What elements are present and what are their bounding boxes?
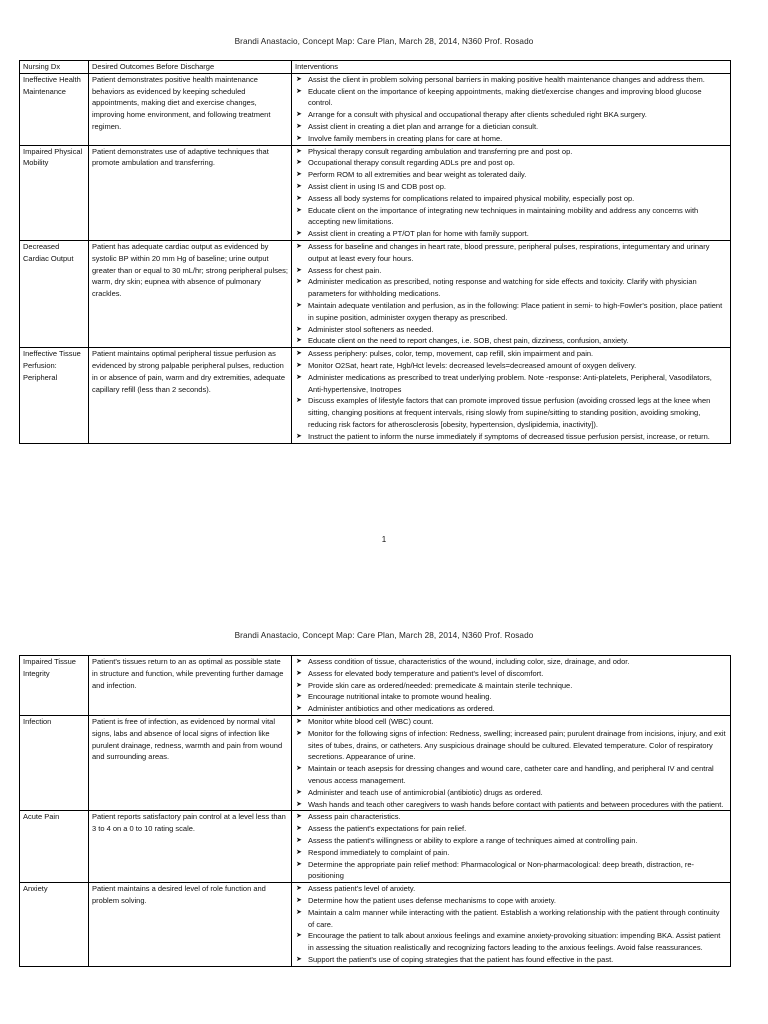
intervention-item: ➤ Monitor O2Sat, heart rate, Hgb/Hct levels: decreased levels=decreased amount of oxygen delivery.: [295, 360, 727, 372]
intervention-item: ➤ Educate client on the importance of keeping appointments, making diet/exercise changes and improving blood glucose control.: [295, 86, 727, 110]
desired-outcome-cell: Patient is free of infection, as evidenced by normal vital signs, labs and absence of local signs of infection like purulent drainage, redness, warmth and pain from wound and surrounding areas.: [89, 715, 292, 810]
intervention-item: ➤ Assist client in creating a diet plan and arrange for a dietician consult.: [295, 121, 727, 133]
intervention-item: ➤ Assess for chest pain.: [295, 265, 727, 277]
desired-outcome-cell: Patient maintains a desired level of role function and problem solving.: [89, 883, 292, 967]
intervention-item: ➤ Assist client in creating a PT/OT plan for home with family support.: [295, 228, 727, 240]
desired-outcome-cell: Patient maintains optimal peripheral tissue perfusion as evidenced by strong palpable peripheral pulses, reduction in or absence of pain, warm and dry extremities, adequate capillary refill (less than 2 seconds).: [89, 348, 292, 443]
intervention-item: ➤ Assess pain characteristics.: [295, 811, 727, 823]
interventions-list: [295, 348, 727, 442]
nursing-dx-cell: Infection: [20, 715, 89, 810]
intervention-item: ➤ Determine how the patient uses defense mechanisms to cope with anxiety.: [295, 895, 727, 907]
interventions-cell: [292, 348, 731, 443]
table-row: [20, 656, 731, 716]
intervention-item: ➤ Assist client in using IS and CDB post op.: [295, 181, 727, 193]
intervention-item: ➤ Perform ROM to all extremities and bear weight as tolerated daily.: [295, 169, 727, 181]
table-header-row: [20, 61, 731, 74]
interventions-cell: [292, 656, 731, 716]
desired-outcome-cell: Patient has adequate cardiac output as evidenced by systolic BP within 20 mm Hg of baseline; urine output greater than or equal to 30 mL/hr; strong peripheral pulses; warm, dry skin; eupnea with absence of pulmonary crackles.: [89, 240, 292, 347]
interventions-list: [295, 146, 727, 240]
intervention-item: ➤ Wash hands and teach other caregivers to wash hands before contact with patients and between procedures with the patient.: [295, 799, 727, 811]
intervention-item: ➤ Occupational therapy consult regarding ADLs pre and post op.: [295, 157, 727, 169]
intervention-item: ➤ Arrange for a consult with physical and occupational therapy after clients scheduled right BKA surgery.: [295, 109, 727, 121]
intervention-item: ➤ Assess for baseline and changes in heart rate, blood pressure, peripheral pulses, respirations, integumentary and urinary output at least every four hours.: [295, 241, 727, 265]
nursing-dx-cell: Ineffective Health Maintenance: [20, 73, 89, 145]
nursing-dx-cell: Anxiety: [20, 883, 89, 967]
intervention-item: ➤ Administer antibiotics and other medications as ordered.: [295, 703, 727, 715]
intervention-item: ➤ Assess all body systems for complications related to impaired physical mobility, especially post op.: [295, 193, 727, 205]
intervention-item: ➤ Physical therapy consult regarding ambulation and transferring pre and post op.: [295, 146, 727, 158]
nursing-dx-cell: Impaired Physical Mobility: [20, 145, 89, 240]
desired-outcome-cell: Patient demonstrates positive health maintenance behaviors as evidenced by keeping scheduled appointments, making diet and exercise changes, improving home environment, and following treatment regimen.: [89, 73, 292, 145]
interventions-list: [295, 811, 727, 882]
interventions-list: [295, 883, 727, 966]
intervention-item: ➤ Administer medication as prescribed, noting response and watching for side effects and toxicity. Clarify with physician parameters for withholding medications.: [295, 276, 727, 300]
intervention-item: ➤ Provide skin care as ordered/needed: premedicate & maintain sterile technique.: [295, 680, 727, 692]
column-header-interventions: Interventions: [292, 61, 731, 74]
intervention-item: ➤ Respond immediately to complaint of pain.: [295, 847, 727, 859]
column-header-nursing-dx: Nursing Dx: [20, 61, 89, 74]
intervention-item: ➤ Educate client on the importance of integrating new techniques in maintaining mobility and address any concerns with accepting new limitations.: [295, 205, 727, 229]
interventions-cell: [292, 145, 731, 240]
interventions-list: [295, 716, 727, 810]
intervention-item: ➤ Maintain a calm manner while interacting with the patient. Establish a working relationship with the patient through continuity of care.: [295, 907, 727, 931]
intervention-item: ➤ Administer medications as prescribed to treat underlying problem. Note -response: Anti-platelets, Peripheral, Vasodilators, Anti-hypertensive, Inotropes: [295, 372, 727, 396]
intervention-item: ➤ Assess the patient's expectations for pain relief.: [295, 823, 727, 835]
intervention-item: ➤ Assist the client in problem solving personal barriers in making positive health maintenance changes and address them.: [295, 74, 727, 86]
care-plan-table: [19, 60, 731, 444]
intervention-item: ➤ Assess for elevated body temperature and patient's level of discomfort.: [295, 668, 727, 680]
intervention-item: ➤ Instruct the patient to inform the nurse immediately if symptoms of decreased tissue perfusion persist, increase, or return.: [295, 431, 727, 443]
column-header-desired-outcomes: Desired Outcomes Before Discharge: [89, 61, 292, 74]
nursing-dx-cell: Impaired Tissue Integrity: [20, 656, 89, 716]
table-row: [20, 348, 731, 443]
interventions-cell: [292, 715, 731, 810]
interventions-cell: [292, 883, 731, 967]
interventions-cell: [292, 811, 731, 883]
interventions-cell: [292, 240, 731, 347]
intervention-item: ➤ Administer stool softeners as needed.: [295, 324, 727, 336]
intervention-item: ➤ Administer and teach use of antimicrobial (antibiotic) drugs as ordered.: [295, 787, 727, 799]
desired-outcome-cell: Patient demonstrates use of adaptive techniques that promote ambulation and transferring.: [89, 145, 292, 240]
intervention-item: ➤ Assess the patient's willingness or ability to explore a range of techniques aimed at controlling pain.: [295, 835, 727, 847]
interventions-list: [295, 656, 727, 715]
intervention-item: ➤ Support the patient's use of coping strategies that the patient has found effective in the past.: [295, 954, 727, 966]
desired-outcome-cell: Patient's tissues return to an as optimal as possible state in structure and function, while preventing further damage and infection.: [89, 656, 292, 716]
intervention-item: ➤ Monitor white blood cell (WBC) count.: [295, 716, 727, 728]
page-header: Brandi Anastacio, Concept Map: Care Plan, March 28, 2014, N360 Prof. Rosado: [234, 37, 534, 46]
table-row: [20, 811, 731, 883]
intervention-item: ➤ Encourage nutritional intake to promote wound healing.: [295, 691, 727, 703]
intervention-item: ➤ Educate client on the need to report changes, i.e. SOB, chest pain, dizziness, confusion, anxiety.: [295, 335, 727, 347]
intervention-item: ➤ Determine the appropriate pain relief method: Pharmacological or Non-pharmacological: deep breath, distraction, re-positioning: [295, 859, 727, 883]
care-plan-table: [19, 655, 731, 967]
intervention-item: ➤ Monitor for the following signs of infection: Redness, swelling; increased pain; purulent drainage from incisions, injury, and exit sites of tubes, drains, or catheters. Any suspicious drainage should be cultured. Elevated temperature. Color of respiratory secretions. Appearance of urine.: [295, 728, 727, 763]
table-row: [20, 73, 731, 145]
interventions-list: [295, 241, 727, 347]
table-row: [20, 883, 731, 967]
page-header: Brandi Anastacio, Concept Map: Care Plan, March 28, 2014, N360 Prof. Rosado: [234, 631, 534, 640]
nursing-dx-cell: Ineffective Tissue Perfusion: Peripheral: [20, 348, 89, 443]
desired-outcome-cell: Patient reports satisfactory pain control at a level less than 3 to 4 on a 0 to 10 rating scale.: [89, 811, 292, 883]
intervention-item: ➤ Assess condition of tissue, characteristics of the wound, including color, size, drainage, and odor.: [295, 656, 727, 668]
page-number: 1: [381, 535, 387, 544]
interventions-cell: [292, 73, 731, 145]
interventions-list: [295, 74, 727, 145]
intervention-item: ➤ Assess patient's level of anxiety.: [295, 883, 727, 895]
intervention-item: ➤ Assess periphery: pulses, color, temp, movement, cap refill, skin impairment and pain.: [295, 348, 727, 360]
intervention-item: ➤ Maintain adequate ventilation and perfusion, as in the following: Place patient in semi- to high-Fowler's position, place patient in supine position, administer oxygen therapy as prescribed.: [295, 300, 727, 324]
table-row: [20, 145, 731, 240]
intervention-item: ➤ Involve family members in creating plans for care at home.: [295, 133, 727, 145]
table-row: [20, 715, 731, 810]
nursing-dx-cell: Acute Pain: [20, 811, 89, 883]
intervention-item: ➤ Discuss examples of lifestyle factors that can promote improved tissue perfusion (avoiding crossed legs at the knee when sitting, changing positions at frequent intervals, rising slowly from supine/sitting to standing position, avoiding smoking, reducing risk factors for atherosclerosis [obesity, hypertension, dyslipidemia, inactivity]).: [295, 395, 727, 430]
table-row: [20, 240, 731, 347]
intervention-item: ➤ Encourage the patient to talk about anxious feelings and examine anxiety-provoking situation: impending BKA. Assist patient in assessing the situation realistically and recognizing factors leading to the anxious feelings. Avoid false reassurances.: [295, 930, 727, 954]
intervention-item: ➤ Maintain or teach asepsis for dressing changes and wound care, catheter care and handling, and peripheral IV and central venous access management.: [295, 763, 727, 787]
nursing-dx-cell: Decreased Cardiac Output: [20, 240, 89, 347]
